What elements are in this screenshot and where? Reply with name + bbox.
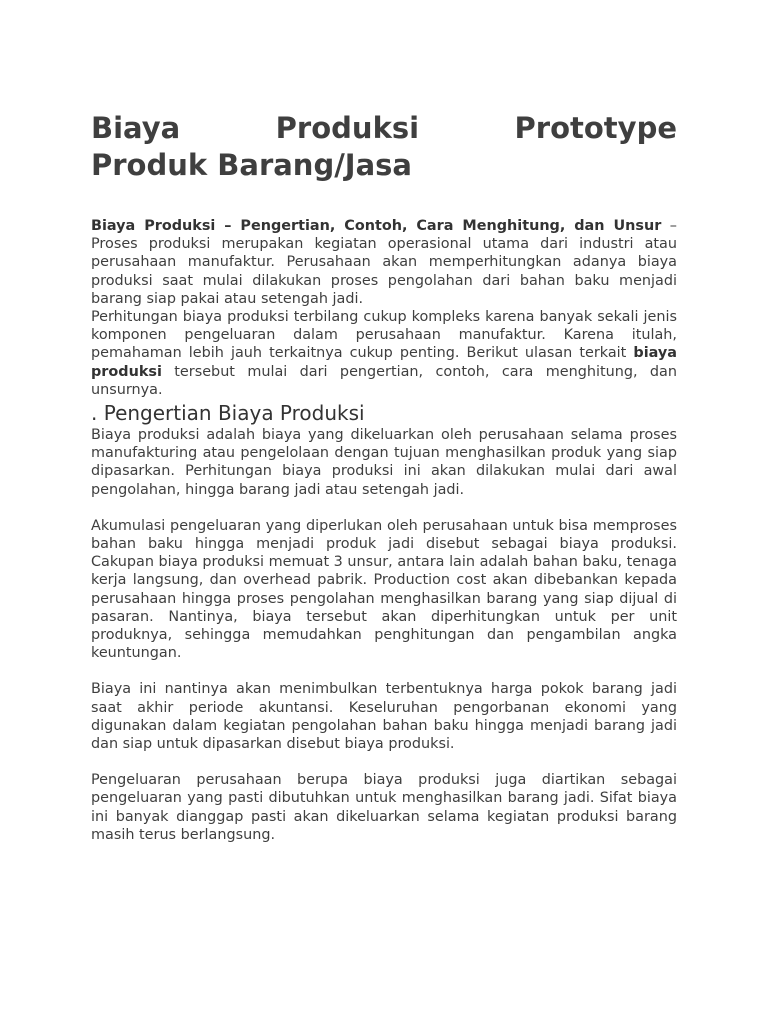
title-line-2: Produk Barang/Jasa [91,148,412,182]
intro-dash: – [661,218,677,234]
second-paragraph [91,308,677,399]
document-page [91,110,677,844]
intro-text: Proses produksi merupakan kegiatan operasional utama dari industri atau perusahaan manufaktur. Perusahaan akan memperhitungkan adanya biaya produksi saat mulai dilakukan proses pengolahan dari bahan baku menjadi barang siap pakai atau setengah jadi. [91,236,677,307]
body-paragraph-3: Biaya ini nantinya akan menimbulkan terbentuknya harga pokok barang jadi saat akhir periode akuntansi. Keseluruhan pengorbanan ekonomi yang digunakan dalam kegiatan pengolahan bahan baku hingga menjadi barang jadi dan siap untuk dipasarkan disebut biaya produksi. [91,681,677,753]
para2-after: tersebut mulai dari pengertian, contoh, cara menghitung, dan unsurnya. [91,363,677,398]
para2-bold: biaya produksi [91,345,677,380]
page-title [91,110,677,184]
intro-bold-lead: Biaya Produksi – Pengertian, Contoh, Cara Menghitung, dan Unsur [91,218,662,234]
paragraph-spacer [91,662,677,680]
title-line-1: Biaya Produksi Prototype [91,111,677,145]
section-heading: . Pengertian Biaya Produksi [91,401,365,426]
intro-paragraph [91,217,677,308]
body-paragraph-1: Biaya produksi adalah biaya yang dikeluarkan oleh perusahaan selama proses manufakturing atau pengelolaan dengan tujuan menghasilkan produk yang siap dipasarkan. Perhitungan biaya produksi ini akan dilakukan mulai dari awal pengolahan, hingga barang jadi atau setengah jadi. [91,427,677,498]
body-paragraph-4: Pengeluaran perusahaan berupa biaya produksi juga diartikan sebagai pengeluaran yang pasti dibutuhkan untuk menghasilkan barang jadi. Sifat biaya ini banyak dianggap pasti akan dikeluarkan selama kegiatan produksi barang masih terus berlangsung. [91,772,677,843]
body-paragraph-2: Akumulasi pengeluaran yang diperlukan oleh perusahaan untuk bisa memproses bahan baku hingga menjadi produk jadi disebut sebagai biaya produksi. Cakupan biaya produksi memuat 3 unsur, antara lain adalah bahan baku, tenaga kerja langsung, dan overhead pabrik. Production cost akan dibebankan kepada perusahaan hingga proses pengolahan menghasilkan barang yang siap dijual di pasaran. Nantinya, biaya tersebut akan diperhitungkan untuk per unit produknya, sehingga memudahkan penghitungan dan pengambilan angka keuntungan. [91,517,677,662]
paragraph-spacer [91,499,677,517]
para2-before: Perhitungan biaya produksi terbilang cukup kompleks karena banyak sekali jenis komponen pengeluaran dalam perusahaan manufaktur. Karena itulah, pemahaman lebih jauh terkaitnya cukup penting. Berikut ulasan terkait [91,309,677,362]
paragraph-spacer [91,753,677,771]
